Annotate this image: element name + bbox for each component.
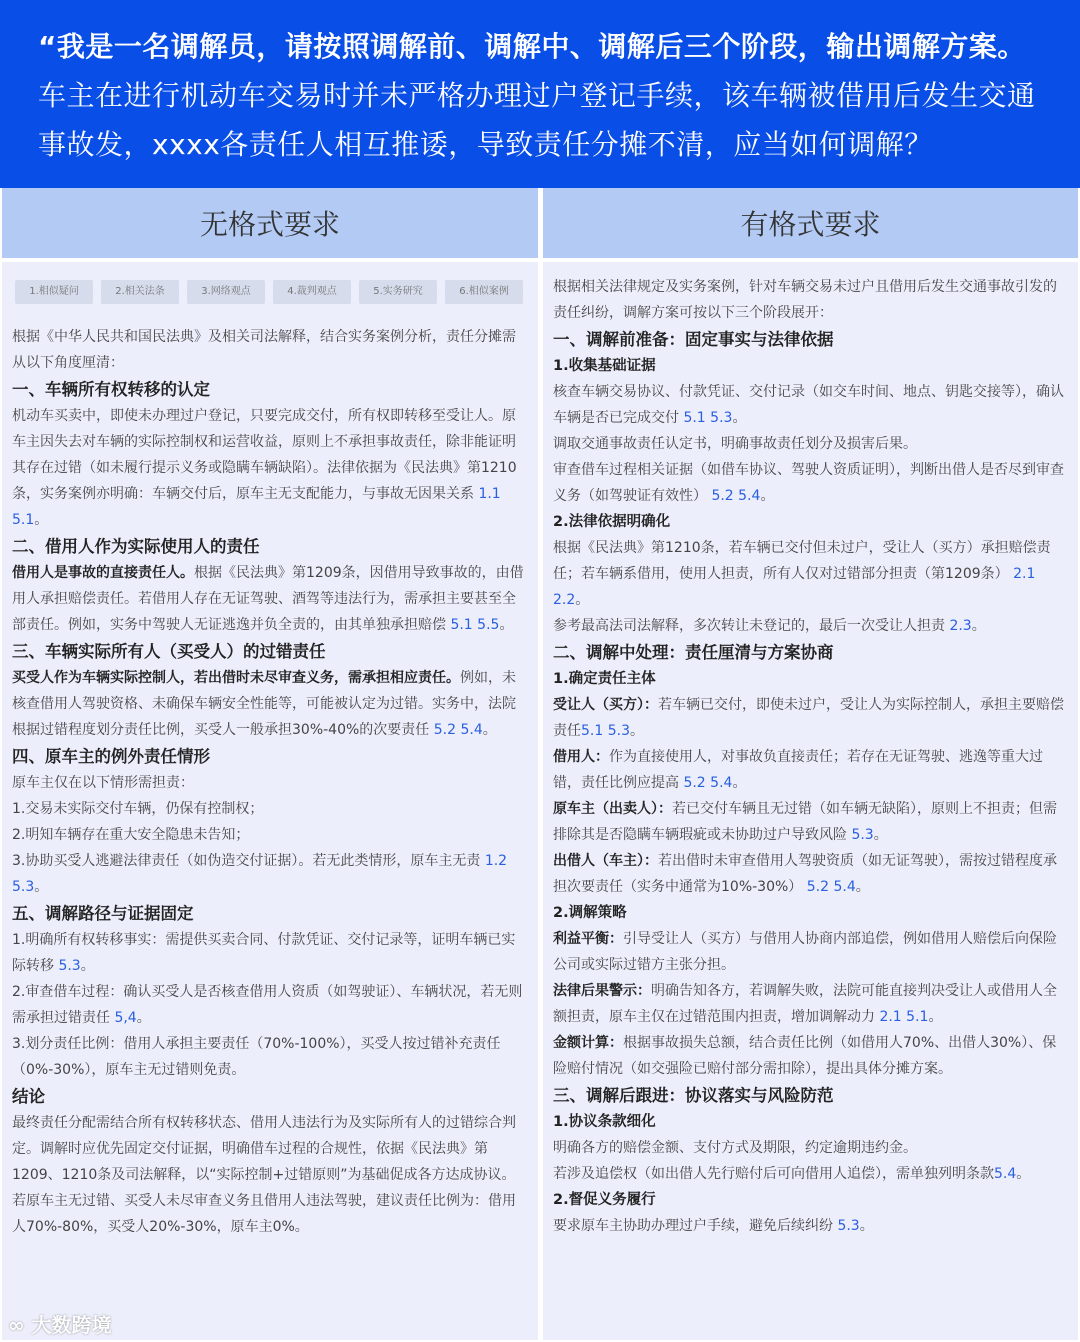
- citation-link[interactable]: 2.3: [949, 618, 972, 634]
- citation-link[interactable]: 5.2 5.4: [433, 722, 483, 738]
- right-text: 若涉及追偿权（如出借人先行赔付后可向借用人追偿），需单独列明条款5.4。: [553, 1166, 1031, 1182]
- watermark-text: 大数跨境: [31, 1313, 112, 1337]
- citation-link[interactable]: 5.2 5.4: [711, 488, 761, 504]
- banner-bold-text: “我是一名调解员，请按照调解前、调解中、调解后三个阶段，输出调解方案。: [38, 30, 1026, 63]
- right-text: 受让人（买方）：若车辆已交付，即使未过户，受让人为实际控制人，承担主要赔偿责任5.1 5.3。: [553, 697, 1064, 739]
- right-text: 调取交通事故责任认定书，明确事故责任划分及损害后果。: [553, 436, 917, 452]
- left-section-3-title: 三、车辆实际所有人（买受人）的过错责任: [12, 642, 326, 661]
- right-column-header: [543, 188, 1078, 258]
- question-banner: [0, 0, 1080, 188]
- left-section-5-item-1: 1.明确所有权转移事实：需提供买卖合同、付款凭证、交付记录等，证明车辆已实际转移 5.3。: [12, 932, 516, 974]
- left-section-2-title: 二、借用人作为实际使用人的责任: [12, 537, 260, 556]
- left-section-4-item-3: 3.协助买受人逃避法律责任（如伪造交付证据）。若无此类情形，原车主无责 1.2 5.3。: [12, 853, 508, 895]
- citation-link[interactable]: 5.3: [851, 827, 874, 843]
- citation-link[interactable]: 2.1 2.2: [553, 566, 1036, 608]
- citation-link[interactable]: 5.1 5.5: [450, 617, 500, 633]
- right-phase-1-sub-1: 1.收集基础证据: [553, 358, 656, 374]
- left-section-4-item-2: 2.明知车辆存在重大安全隐患未告知；: [12, 827, 250, 843]
- tab-similar-questions[interactable]: 1.相似疑问: [15, 280, 93, 304]
- citation-link[interactable]: 1.1 5.1: [12, 486, 501, 528]
- right-phase-1-sub-2: 2.法律依据明确化: [553, 514, 671, 530]
- citation-link[interactable]: 5.3: [58, 958, 81, 974]
- watermark-icon: ∞: [8, 1313, 32, 1337]
- right-column-title: 有格式要求: [740, 208, 881, 241]
- right-phase-3-sub-1: 1.协议条款细化: [553, 1114, 656, 1130]
- citation-link[interactable]: 5.1 5.3: [581, 723, 630, 739]
- left-section-5-item-2: 2.审查借车过程：确认买受人是否核查借用人资质（如驾驶证）、车辆状况，若无则需承担过错责任 5,4。: [12, 984, 523, 1026]
- right-text: 审查借车过程相关证据（如借车协议、驾驶人资质证明），判断出借人是否尽到审查义务（如驾驶证有效性） 5.2 5.4。: [553, 462, 1064, 504]
- right-text: 出借人（车主）：若出借时未审查借用人驾驶资质（如无证驾驶），需按过错程度承担次要责任（实务中通常为10%-30%） 5.2 5.4。: [553, 853, 1057, 895]
- citation-link[interactable]: 5.1 5.3: [683, 410, 733, 426]
- tab-web-opinions[interactable]: 3.网络观点: [187, 280, 265, 304]
- reference-tabs: [15, 280, 528, 304]
- right-text: 金额计算：根据事故损失总额，结合责任比例（如借用人70%、出借人30%）、保险赔付情况（如交强险已赔付部分需扣除），提出具体分摊方案。: [553, 1035, 1057, 1077]
- citation-link[interactable]: 1.2 5.3: [12, 853, 508, 895]
- right-text: 原车主（出卖人）：若已交付车辆且无过错（如车辆无缺陷），原则上不担责；但需排除其是否隐瞒车辆瑕疵或未协助过户导致风险 5.3。: [553, 801, 1057, 843]
- left-column-title: 无格式要求: [199, 208, 340, 241]
- tab-practice-research[interactable]: 5.实务研究: [359, 280, 437, 304]
- right-text: 利益平衡：引导受让人（买方）与借用人协商内部追偿，例如借用人赔偿后向保险公司或实际过错方主张分担。: [553, 931, 1057, 973]
- right-text: 参考最高法司法解释，多次转让未登记的，最后一次受让人担责 2.3。: [553, 618, 986, 634]
- tab-related-laws[interactable]: 2.相关法条: [101, 280, 179, 304]
- citation-link[interactable]: 5.3: [837, 1218, 860, 1234]
- left-conclusion-title: 结论: [12, 1087, 45, 1106]
- citation-link[interactable]: 5.2 5.4: [683, 775, 733, 791]
- citation-link[interactable]: 2.1 5.1: [879, 1009, 929, 1025]
- left-section-2-text: 借用人是事故的直接责任人。根据《民法典》第1209条，因借用导致事故的，由借用人承担赔偿责任。若借用人存在无证驾驶、酒驾等违法行为，需承担主要甚至全部责任。例如，实务中驾驶人无证逃逸并负全责的，由其单独承担赔偿 5.1 5.5。: [12, 565, 524, 633]
- banner-text: 车主在进行机动车交易时并未严格办理过户登记手续，该车辆被借用后发生交通事故发，xxxx各责任人相互推诿，导致责任分摊不清，应当如何调解？: [38, 79, 1036, 161]
- left-intro: 根据《中华人民共和国民法典》及相关司法解释，结合实务案例分析，责任分摊需从以下角度厘清：: [12, 329, 516, 371]
- left-section-4-title: 四、原车主的例外责任情形: [12, 747, 210, 766]
- left-section-1-text: 机动车买卖中，即使未办理过户登记，只要完成交付，所有权即转移至受让人。原车主因失去对车辆的实际控制权和运营收益，原则上不承担事故责任，除非能证明其存在过错（如未履行提示义务或隐瞒车辆缺陷）。法律依据为《民法典》第1210条，实务案例亦明确：车辆交付后，原车主无支配能力，与事故无因果关系 1.1 5.1。: [12, 408, 517, 528]
- left-section-1-title: 一、车辆所有权转移的认定: [12, 380, 210, 399]
- left-section-5-title: 五、调解路径与证据固定: [12, 904, 194, 923]
- right-intro: 根据相关法律规定及实务案例，针对车辆交易未过户且借用后发生交通事故引发的责任纠纷，调解方案可按以下三个阶段展开：: [553, 279, 1057, 321]
- right-phase-2-sub-2: 2.调解策略: [553, 905, 627, 921]
- right-answer-panel: [543, 262, 1078, 1340]
- right-text: 法律后果警示：明确告知各方，若调解失败，法院可能直接判决受让人或借用人全额担责，原车主仅在过错范围内担责，增加调解动力 2.1 5.1。: [553, 983, 1057, 1025]
- right-text: 明确各方的赔偿金额、支付方式及期限，约定逾期违约金。: [553, 1140, 917, 1156]
- left-section-3-text: 买受人作为车辆实际控制人，若出借时未尽审查义务，需承担相应责任。例如，未核查借用人驾驶资格、未确保车辆安全性能等，可能被认定为过错。实务中，法院根据过错程度划分责任比例，买受人一般承担30%-40%的次要责任 5.2 5.4。: [12, 670, 516, 738]
- watermark-logo: [8, 1309, 112, 1338]
- left-section-4-item-1: 1.交易未实际交付车辆，仍保有控制权；: [12, 801, 264, 817]
- citation-link[interactable]: 5.2 5.4: [806, 879, 856, 895]
- left-section-5-item-3: 3.划分责任比例：借用人承担主要责任（70%-100%），买受人按过错补充责任（0%-30%），原车主无过错则免责。: [12, 1036, 501, 1078]
- left-section-4-intro: 原车主仅在以下情形需担责：: [12, 775, 194, 791]
- citation-link[interactable]: 5.4: [994, 1166, 1017, 1182]
- left-answer-panel: [2, 262, 538, 1340]
- tab-judgment-opinions[interactable]: 4.裁判观点: [273, 280, 351, 304]
- right-text: 借用人：作为直接使用人，对事故负直接责任；若存在无证驾驶、逃逸等重大过错，责任比例应提高 5.2 5.4。: [553, 749, 1043, 791]
- right-text: 要求原车主协助办理过户手续，避免后续纠纷 5.3。: [553, 1218, 874, 1234]
- right-text: 核查车辆交易协议、付款凭证、交付记录（如交车时间、地点、钥匙交接等），确认车辆是否已完成交付 5.1 5.3。: [553, 384, 1064, 426]
- right-phase-2-sub-1: 1.确定责任主体: [553, 671, 656, 687]
- right-text: 根据《民法典》第1210条，若车辆已交付但未过户，受让人（买方）承担赔偿责任；若车辆系借用，使用人担责，所有人仅对过错部分担责（第1209条） 2.1 2.2。: [553, 540, 1051, 608]
- right-phase-2-title: 二、调解中处理：责任厘清与方案协商: [553, 643, 834, 662]
- left-column-header: [2, 188, 538, 258]
- tab-similar-cases[interactable]: 6.相似案例: [445, 280, 523, 304]
- right-phase-1-title: 一、调解前准备：固定事实与法律依据: [553, 330, 834, 349]
- citation-link[interactable]: 5,4: [114, 1010, 137, 1026]
- left-conclusion-text: 最终责任分配需结合所有权转移状态、借用人违法行为及实际所有人的过错综合判定。调解时应优先固定交付证据，明确借车过程的合规性，依据《民法典》第1209、1210条及司法解释，以“实际控制+过错原则”为基础促成各方达成协议。若原车主无过错、买受人未尽审查义务且借用人违法驾驶，建议责任比例为：借用人70%-80%，买受人20%-30%，原车主0%。: [12, 1115, 516, 1235]
- right-phase-3-sub-2: 2.督促义务履行: [553, 1192, 656, 1208]
- right-phase-3-title: 三、调解后跟进：协议落实与风险防范: [553, 1086, 834, 1105]
